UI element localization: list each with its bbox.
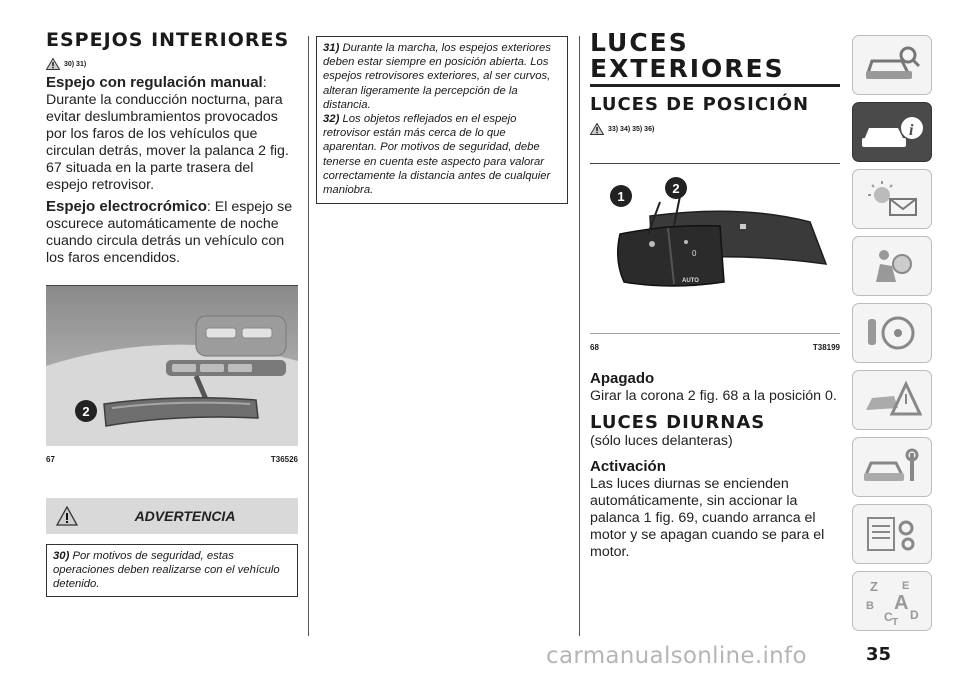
watermark: carmanualsonline.info [546, 643, 807, 669]
sidebar-item-maintenance[interactable] [852, 437, 932, 497]
car-crash-warning-icon [862, 380, 922, 420]
warning-triangle-icon [56, 506, 78, 526]
apagado-title: Apagado [590, 370, 655, 387]
note-30 [46, 544, 298, 597]
note-32-number: 32) [323, 113, 340, 126]
page-number: 35 [866, 644, 892, 665]
sidebar-item-car-search[interactable] [852, 35, 932, 95]
activacion-text: Las luces diurnas se encienden automáticamente, sin accionar la palanca 1 fig. 69, cuando arranca el motor y se apagan cuando se para el motor. [590, 476, 825, 560]
heading-underline [590, 84, 840, 87]
warning-triangle-icon [46, 58, 60, 70]
column-notes [316, 36, 568, 204]
label-espejo-manual: Espejo con regulación manual [46, 74, 263, 91]
sidebar-item-starting-driving[interactable] [852, 303, 932, 363]
column-divider [579, 36, 580, 636]
callout-2 [75, 400, 97, 422]
note-31 [323, 41, 561, 112]
callout-1-label: 1 [617, 188, 625, 204]
warning-triangle-icon [590, 123, 604, 135]
column-luces [590, 30, 840, 561]
label-espejo-electrocromico: Espejo electrocrómico [46, 198, 207, 215]
note-refs [46, 58, 298, 70]
sidebar-item-warning-lights[interactable] [852, 169, 932, 229]
refs-text: 30) 31) [64, 60, 87, 68]
refs-text: 33) 34) 35) 36) [608, 125, 655, 133]
index-letter: D [910, 608, 919, 622]
warning-banner [46, 498, 298, 534]
text-espejo-electrocromico: : El espejo se oscurece automáticamente de noche cuando circula detrás un vehículo con los faros encendidos. [46, 199, 293, 266]
figure-67 [46, 285, 298, 464]
figure-code: T38199 [812, 343, 840, 352]
index-letter: C [884, 610, 893, 624]
note-refs [590, 123, 840, 135]
note-30-text: Por motivos de seguridad, estas operaciones deben realizarse con el vehículo detenido. [53, 550, 280, 591]
specs-list-gears-icon [862, 514, 922, 554]
figure-caption [590, 343, 840, 352]
sidebar-item-index[interactable] [852, 571, 932, 631]
alphabet-index-icon [862, 577, 922, 625]
callout-1 [610, 185, 632, 207]
index-letter: E [902, 580, 910, 592]
callout-2 [665, 177, 687, 199]
apagado-text: Girar la corona 2 fig. 68 a la posición 0. [590, 388, 837, 404]
figure-number: 68 [590, 343, 599, 352]
note-31-text: Durante la marcha, los espejos exteriores deben estar siempre en posición abierta. Los espejos retrovisores exteriores, al ser curvos, alteran ligeramente la percepción de la distancia. [323, 42, 551, 111]
key-steering-wheel-icon [862, 313, 922, 353]
chapter-sidebar [852, 35, 932, 638]
warning-title: ADVERTENCIA [134, 508, 236, 524]
text-espejo-manual: : Durante la conducción nocturna, para evitar deslumbramientos provocados por los faros de los vehículos que circulan detrás, mover la palanca 2 fig. 67 situada en la parte trasera del espejo retrovisor. [46, 75, 289, 193]
figure-caption [46, 455, 298, 464]
callout-2-label: 2 [82, 403, 90, 419]
index-letter: A [894, 592, 909, 614]
activacion-title: Activación [590, 458, 666, 475]
svg-text:0: 0 [692, 249, 697, 258]
sidebar-item-specifications[interactable] [852, 504, 932, 564]
heading-luces-posicion: LUCES DE POSICIÓN [590, 94, 810, 115]
rearview-mirror-illustration [46, 286, 298, 446]
stalk-auto-label: AUTO [682, 278, 699, 284]
figure-68 [590, 163, 840, 352]
paragraph-espejo-electrocromico [46, 198, 298, 267]
car-info-icon [860, 112, 924, 152]
callout-2-label: 2 [672, 180, 680, 196]
sidebar-item-emergency[interactable] [852, 370, 932, 430]
note-32 [323, 112, 561, 197]
note-31-number: 31) [323, 42, 340, 54]
column-espejos [46, 30, 298, 597]
airbag-person-icon [862, 246, 922, 286]
paragraph-espejo-manual [46, 74, 298, 194]
sidebar-item-safety[interactable] [852, 236, 932, 296]
index-letter: Z [870, 579, 878, 594]
figure-code: T36526 [270, 455, 298, 464]
note-30-number: 30) [53, 550, 70, 562]
heading-luces-exteriores: LUCES EXTERIORES [590, 28, 785, 83]
sidebar-item-car-info[interactable] [852, 102, 932, 162]
heading-espejos-interiores: ESPEJOS INTERIORES [46, 29, 290, 51]
column-divider [308, 36, 309, 636]
heading-luces-diurnas: LUCES DIURNAS [590, 412, 766, 433]
warning-light-mail-icon [862, 179, 922, 219]
notes-31-32 [316, 36, 568, 204]
diurnas-subtitle: (sólo luces delanteras) [590, 433, 733, 449]
car-search-icon [862, 45, 922, 85]
car-wrench-icon [862, 447, 922, 487]
index-letter: B [866, 600, 874, 612]
figure-number: 67 [46, 455, 55, 464]
svg-text:i: i [909, 122, 914, 139]
note-32-text: Los objetos reflejados en el espejo retrovisor están más cerca de lo que aparentan. Por motivos de seguridad, debe tenerse en cuenta este aspecto para valorar correctamente la distancia antes de cualquier maniobra. [323, 113, 551, 197]
index-letter: T [892, 617, 899, 625]
